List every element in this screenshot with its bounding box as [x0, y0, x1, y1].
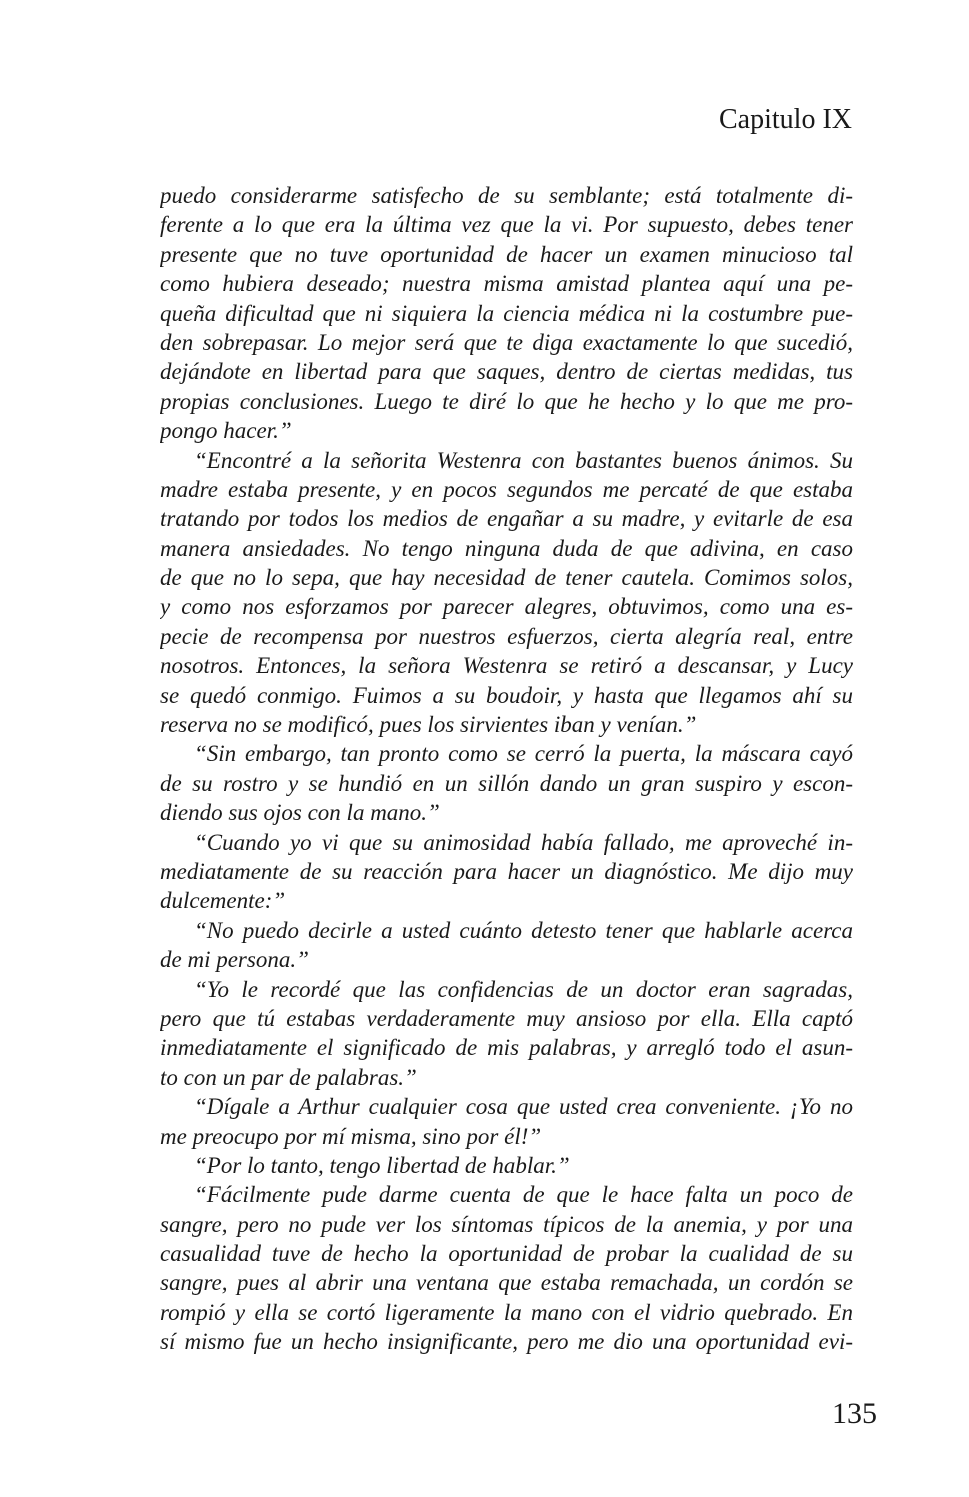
- text-line: tratando por todos los medios de engañar a su madre, y evitarle de esa: [160, 506, 853, 532]
- text-line: sangre, pues al abrir una ventana que estaba remachada, un cordón se: [160, 1270, 853, 1296]
- text-line: queña dificultad que ni siquiera la ciencia médica ni la costumbre pue-: [160, 300, 853, 326]
- text-line: presente que no tuve oportunidad de hacer un examen minucioso tal: [160, 241, 853, 267]
- text-line: “No puedo decirle a usted cuánto detesto tener que hablarle acerca: [194, 917, 853, 943]
- text-line: “Sin embargo, tan pronto como se cerró la puerta, la máscara cayó: [194, 741, 853, 767]
- text-line: “Yo le recordé que las confidencias de un doctor eran sagradas,: [194, 976, 853, 1002]
- text-line: “Por lo tanto, tengo libertad de hablar.”: [194, 1152, 570, 1178]
- text-line: inmediatamente el significado de mis palabras, y arregló todo el asun-: [160, 1035, 853, 1061]
- text-line: de que no lo sepa, que hay necesidad de tener cautela. Comimos solos,: [160, 565, 853, 591]
- chapter-title: Capitulo IX: [719, 104, 852, 135]
- page-number: 135: [832, 1397, 877, 1430]
- text-line: nosotros. Entonces, la señora Westenra se retiró a descansar, y Lucy: [160, 653, 853, 679]
- text-line: diendo sus ojos con la mano.”: [160, 800, 440, 826]
- text-line: casualidad tuve de hecho la oportunidad de probar la cualidad de su: [160, 1241, 853, 1267]
- text-line: me preocupo por mí misma, sino por él!”: [160, 1123, 542, 1149]
- text-line: “Dígale a Arthur cualquier cosa que usted crea conveniente. ¡Yo no: [194, 1094, 853, 1120]
- text-line: reserva no se modificó, pues los sirvientes iban y venían.”: [160, 712, 697, 738]
- text-line: madre estaba presente, y en pocos segundos me percaté de que estaba: [160, 476, 853, 502]
- text-line: “Encontré a la señorita Westenra con bastantes buenos ánimos. Su: [194, 447, 853, 473]
- body-text: [160, 181, 853, 1357]
- text-line: de su rostro y se hundió en un sillón dando un gran suspiro y escon-: [160, 770, 853, 796]
- text-line: rompió y ella se cortó ligeramente la mano con el vidrio quebrado. En: [160, 1299, 853, 1325]
- text-line: propias conclusiones. Luego te diré lo que he hecho y lo que me pro-: [160, 388, 853, 414]
- text-line: den sobrepasar. Lo mejor será que te diga exactamente lo que sucedió,: [160, 329, 853, 355]
- text-line: como hubiera deseado; nuestra misma amistad plantea aquí una pe-: [160, 271, 853, 297]
- text-line: pecie de recompensa por nuestros esfuerzos, cierta alegría real, entre: [160, 623, 853, 649]
- text-line: pero que tú estabas verdaderamente muy ansioso por ella. Ella captó: [160, 1005, 853, 1031]
- text-line: mediatamente de su reacción para hacer un diagnóstico. Me dijo muy: [160, 858, 853, 884]
- text-line: “Cuando yo vi que su animosidad había fallado, me aproveché in-: [194, 829, 853, 855]
- text-line: de mi persona.”: [160, 947, 309, 973]
- text-line: dulcemente:”: [160, 888, 286, 914]
- text-line: puedo considerarme satisfecho de su semblante; está totalmente di-: [160, 183, 853, 208]
- text-line: sangre, pero no pude ver los síntomas típicos de la anemia, y por una: [160, 1211, 853, 1237]
- text-line: manera ansiedades. No tengo ninguna duda de que adivina, en caso: [160, 535, 853, 561]
- text-line: y como nos esforzamos por parecer alegres, obtuvimos, como una es-: [160, 594, 853, 620]
- text-line: sí mismo fue un hecho insignificante, pero me dio una oportunidad evi-: [160, 1329, 853, 1355]
- text-line: dejándote en libertad para que saques, dentro de ciertas medidas, tus: [160, 359, 853, 385]
- text-line: se quedó conmigo. Fuimos a su boudoir, y hasta que llegamos ahí su: [160, 682, 853, 708]
- text-line: “Fácilmente pude darme cuenta de que le hace falta un poco de: [194, 1182, 853, 1208]
- text-line: to con un par de palabras.”: [160, 1064, 417, 1090]
- text-line: pongo hacer.”: [160, 418, 292, 444]
- text-line: ferente a lo que era la última vez que la vi. Por supuesto, debes tener: [160, 212, 853, 238]
